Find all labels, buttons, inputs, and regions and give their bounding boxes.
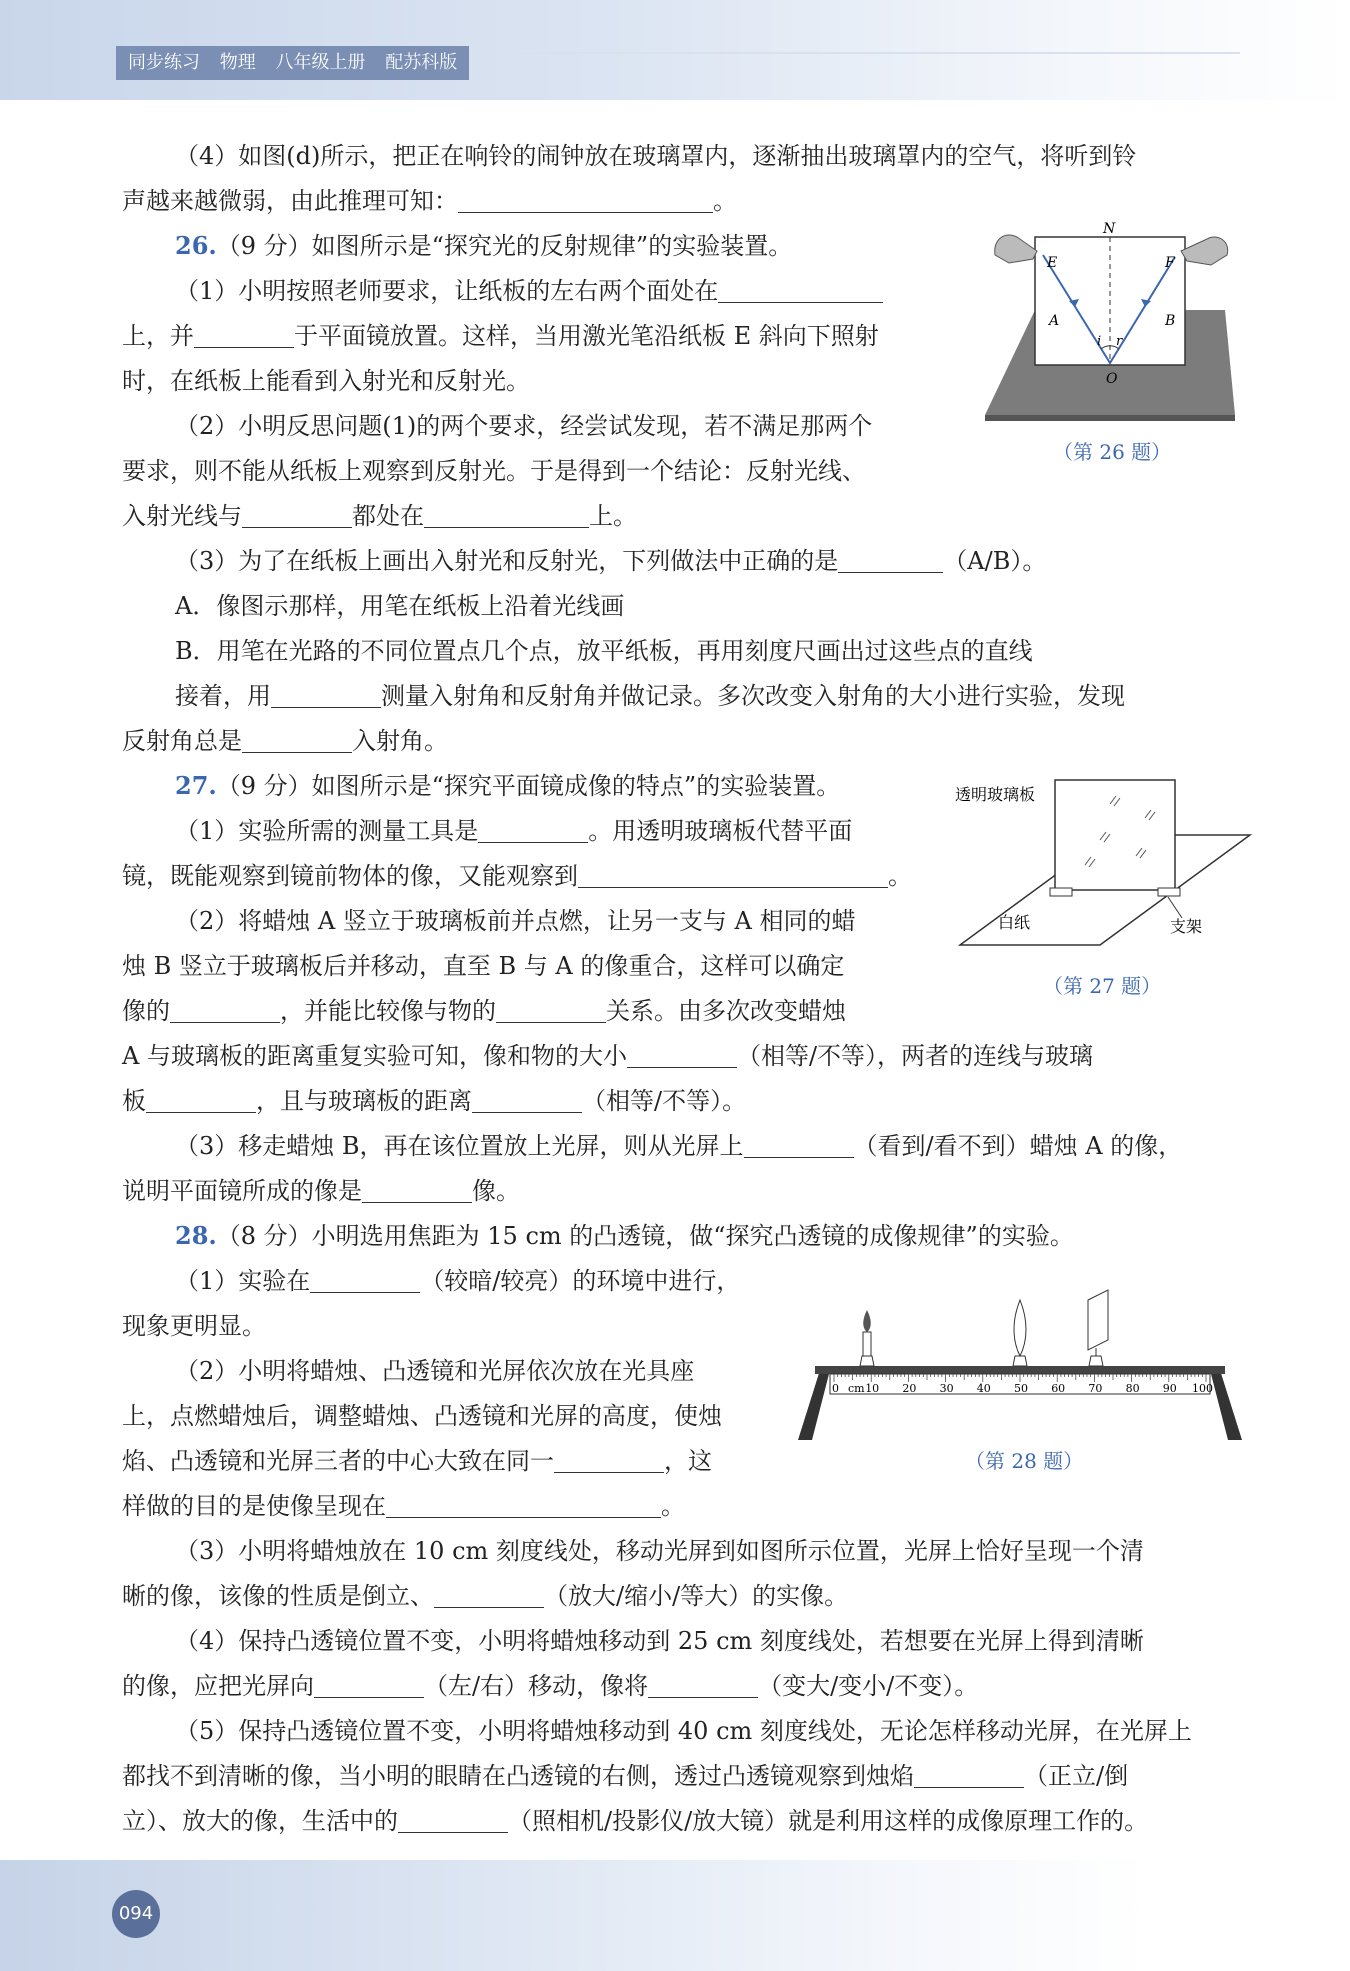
ruler-tick-label: 10 [865, 1382, 880, 1395]
q28-p3-line1: （3）小明将蜡烛放在 10 cm 刻度线处，移动光屏到如图所示位置，光屏上恰好呈现一个清 [175, 1537, 1144, 1565]
reflection-apparatus-figure [975, 221, 1245, 425]
q27-intro: 27.（9 分）如图所示是“探究平面镜成像的特点”的实验装置。 [175, 771, 841, 800]
q28-p4-line2: 的像，应把光屏向 （左/右）移动，像将 （变大/变小/不变）。 [122, 1672, 979, 1700]
ruler-tick-label: 100 [1192, 1382, 1213, 1395]
right-hand-icon [1181, 237, 1228, 265]
answer-blank[interactable] [718, 278, 883, 303]
label-r: r [1116, 334, 1123, 349]
ruler-tick-label: 80 [1125, 1382, 1140, 1395]
ruler-tick-label: 0 [832, 1382, 839, 1395]
ruler-tick-label: 50 [1014, 1382, 1028, 1395]
answer-blank[interactable] [146, 1088, 256, 1113]
q26-p4-line1: 接着，用 测量入射角和反射角并做记录。多次改变入射角的大小进行实验，发现 [175, 682, 1125, 710]
answer-blank[interactable] [472, 1088, 582, 1113]
answer-blank[interactable] [242, 503, 352, 528]
answer-blank[interactable] [362, 1178, 472, 1203]
answer-blank[interactable] [398, 1808, 508, 1833]
glass-plate [1055, 780, 1175, 890]
answer-blank[interactable] [478, 818, 588, 843]
question-number: 28. [175, 1221, 217, 1250]
mirror-edge [985, 415, 1235, 421]
q26-intro: 26.（9 分）如图所示是“探究光的反射规律”的实验装置。 [175, 231, 793, 260]
ruler-tick-label: 20 [902, 1382, 917, 1395]
q28-p1-line2: 现象更明显。 [122, 1312, 266, 1340]
candle [860, 1310, 874, 1366]
label-b: B [1165, 313, 1176, 329]
answer-blank[interactable] [744, 1133, 854, 1158]
label-f: F [1165, 255, 1175, 271]
subject-label: 物理 [219, 52, 256, 73]
q27-p2-line4: A 与玻璃板的距离重复实验可知，像和物的大小 （相等/不等），两者的连线与玻璃 [122, 1042, 1094, 1070]
q26-p3: （3）为了在纸板上画出入射光和反射光，下列做法中正确的是 （A/B）。 [175, 547, 1047, 575]
answer-blank[interactable] [314, 1673, 424, 1698]
q26-p4-line2: 反射角总是 入射角。 [122, 727, 448, 755]
stand-label: 支架 [1170, 917, 1203, 936]
footer-band [0, 1860, 1350, 1971]
ruler-tick-label: 40 [976, 1382, 991, 1395]
q26-p2-line2: 要求，则不能从纸板上观察到反射光。于是得到一个结论：反射光线、 [122, 457, 866, 485]
left-hand-icon [995, 235, 1037, 263]
stand-pointer [1168, 897, 1182, 918]
answer-blank[interactable] [648, 1673, 758, 1698]
edition-label: 配苏科版 [385, 52, 458, 73]
book-header [116, 46, 469, 80]
answer-blank[interactable] [838, 548, 943, 573]
bench-rail [815, 1366, 1225, 1374]
q28-p5-line1: （5）保持凸透镜位置不变，小明将蜡烛移动到 40 cm 刻度线处，无论怎样移动光屏，在光屏上 [175, 1717, 1192, 1745]
ruler-tick-label: 70 [1088, 1382, 1103, 1395]
label-n: N [1103, 221, 1116, 237]
answer-blank[interactable] [578, 863, 888, 888]
answer-blank[interactable] [170, 998, 280, 1023]
q28-p5-line2: 都找不到清晰的像，当小明的眼睛在凸透镜的右侧，透过凸透镜观察到烛焰 （正立/倒 [122, 1762, 1129, 1790]
page-number: 094 [112, 1890, 160, 1938]
answer-blank[interactable] [271, 683, 381, 708]
series-label: 同步练习 [128, 52, 200, 73]
q27-p3-line1: （3）移走蜡烛 B，再在该位置放上光屏，则从光屏上 （看到/看不到）蜡烛 A 的像， [175, 1132, 1183, 1160]
q27-p1-line1: （1）实验所需的测量工具是 。用透明玻璃板代替平面 [175, 817, 853, 845]
label-a: A [1049, 313, 1060, 329]
q28-p5-line3: 立）、放大的像，生活中的 （照相机/投影仪/放大镜）就是利用这样的成像原理工作的。 [122, 1807, 1149, 1835]
q28-intro: 28.（8 分）小明选用焦距为 15 cm 的凸透镜，做“探究凸透镜的成像规律”的实验。 [175, 1221, 1074, 1250]
answer-blank[interactable] [194, 323, 294, 348]
q27-p1-line2: 镜，既能观察到镜前物体的像，又能观察到 。 [122, 862, 912, 890]
q26-option-b: B．用笔在光路的不同位置点几个点，放平纸板，再用刻度尺画出过这些点的直线 [175, 637, 1033, 665]
label-i: i [1097, 334, 1102, 349]
figure-26-caption: （第 26 题） [1053, 440, 1172, 464]
ruler-tick-label: 30 [939, 1382, 954, 1395]
q28-p2-line1: （2）小明将蜡烛、凸透镜和光屏依次放在光具座 [175, 1357, 695, 1385]
convex-lens [1013, 1300, 1027, 1366]
q26-p2-line1: （2）小明反思问题(1)的两个要求，经尝试发现，若不满足那两个 [175, 412, 873, 440]
q28-p4-line1: （4）保持凸透镜位置不变，小明将蜡烛移动到 25 cm 刻度线处，若想要在光屏上得到清晰 [175, 1627, 1144, 1655]
q25-part4-line2: 声越来越微弱，由此推理可知： 。 [122, 187, 737, 215]
q28-p2-line4: 样做的目的是使像呈现在 。 [122, 1492, 685, 1520]
q27-p2-line1: （2）将蜡烛 A 竖立于玻璃板前并点燃，让另一支与 A 相同的蜡 [175, 907, 856, 935]
answer-blank[interactable] [310, 1268, 420, 1293]
right-stand [1158, 888, 1180, 896]
answer-blank[interactable] [627, 1043, 737, 1068]
answer-blank[interactable] [386, 1493, 661, 1518]
answer-blank[interactable] [458, 188, 713, 213]
q26-p1-line3: 时，在纸板上能看到入射光和反射光。 [122, 367, 530, 395]
q26-p2-line3: 入射光线与 都处在 上。 [122, 502, 637, 530]
q28-p1-line1: （1）实验在 （较暗/较亮）的环境中进行， [175, 1267, 741, 1295]
q28-p2-line2: 上，点燃蜡烛后，调整蜡烛、凸透镜和光屏的高度，使烛 [122, 1402, 722, 1430]
label-e: E [1047, 255, 1058, 271]
q27-p3-line2: 说明平面镜所成的像是 像。 [122, 1177, 520, 1205]
q28-p2-line3: 焰、凸透镜和光屏三者的中心大致在同一 ，这 [122, 1447, 712, 1475]
q27-p2-line2: 烛 B 竖立于玻璃板后并移动，直至 B 与 A 的像重合，这样可以确定 [122, 952, 845, 980]
q28-p3-line2: 晰的像，该像的性质是倒立、 （放大/缩小/等大）的实像。 [122, 1582, 849, 1610]
q26-p1-line2: 上，并 于平面镜放置。这样，当用激光笔沿纸板 E 斜向下照射 [122, 322, 879, 350]
q26-p1-line1: （1）小明按照老师要求，让纸板的左右两个面处在 [175, 274, 883, 308]
q27-p2-line5: 板 ，且与玻璃板的距离 （相等/不等）。 [122, 1087, 747, 1115]
header-rule [520, 52, 1240, 54]
q25-part4-line1: （4）如图(d)所示，把正在响铃的闹钟放在玻璃罩内，逐渐抽出玻璃罩内的空气，将听到铃 [175, 142, 1137, 170]
question-number: 26. [175, 231, 217, 260]
question-number: 27. [175, 771, 217, 800]
ruler-tick-label: 60 [1051, 1382, 1066, 1395]
answer-blank[interactable] [242, 728, 352, 753]
answer-blank[interactable] [554, 1448, 664, 1473]
answer-blank[interactable] [496, 998, 606, 1023]
ruler-tick-label: 90 [1162, 1382, 1177, 1395]
answer-blank[interactable] [434, 1583, 544, 1608]
ruler-unit: cm [848, 1382, 865, 1395]
glass-label: 透明玻璃板 [955, 785, 1036, 804]
q26-option-a: A．像图示那样，用笔在纸板上沿着光线画 [175, 592, 625, 620]
light-screen [1088, 1290, 1108, 1366]
q27-p2-line3: 像的 ，并能比较像与物的 关系。由多次改变蜡烛 [122, 997, 846, 1025]
figure-28-caption: （第 28 题） [965, 1449, 1084, 1473]
paper-label: 白纸 [998, 913, 1031, 932]
left-leg [798, 1370, 830, 1440]
left-stand [1050, 888, 1072, 896]
answer-blank[interactable] [424, 503, 589, 528]
grade-label: 八年级上册 [275, 52, 366, 73]
right-leg [1210, 1370, 1242, 1440]
figure-27-caption: （第 27 题） [1043, 974, 1162, 998]
plane-mirror-apparatus-figure [950, 770, 1250, 945]
label-o: O [1106, 371, 1118, 387]
optical-bench-figure [790, 1270, 1250, 1440]
answer-blank[interactable] [914, 1763, 1024, 1788]
